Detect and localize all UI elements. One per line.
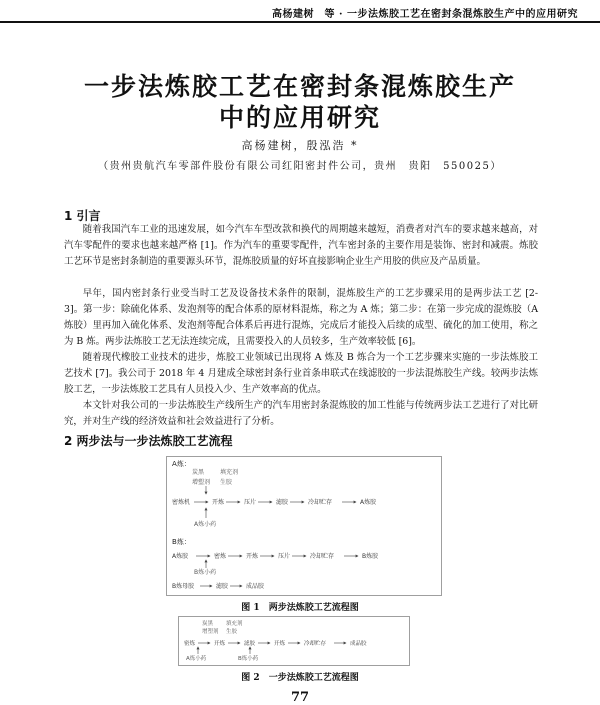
fig2-input: 炭黑 [202, 621, 214, 627]
fig1-b-step: A炼胶 [172, 553, 189, 560]
fig1-b-additive: B炼小药 [194, 569, 217, 576]
fig1-b-lower: 滤胶 [216, 583, 229, 590]
fig2-input: 生胶 [226, 629, 238, 635]
fig1-label-a: A炼： [172, 460, 191, 468]
article-title-line2: 中的应用研究 [218, 103, 381, 132]
section2-heading: 2 两步法与一步法炼胶工艺流程 [64, 434, 233, 448]
affiliation: （贵州贵航汽车零部件股份有限公司红阳密封件公司，贵州 贵阳 550025） [98, 161, 502, 172]
figure1-caption: 图 1 两步法炼胶工艺流程图 [241, 603, 359, 613]
fig1-a-step: 压片 [244, 499, 257, 506]
paragraph: 本文针对我公司的一步法炼胶生产线所生产的汽车用密封条混炼胶的加工性能与传统两步法工艺进行了对比研究，并对生产线的经济效益和社会效益进行了分析。 [64, 400, 538, 427]
fig1-a-input: 填充剂 [220, 469, 239, 476]
fig1-a-step: 冷却贮存 [308, 499, 333, 506]
fig1-b-step: 冷却贮存 [310, 553, 335, 560]
running-header [0, 0, 600, 26]
fig1-a-input: 生胶 [220, 479, 233, 486]
fig1-a-additive: A炼小药 [194, 521, 217, 528]
fig2-additive: B炼小药 [238, 656, 259, 662]
fig1-a-step: A炼胶 [360, 499, 377, 506]
article-title-line1: 一步法炼胶工艺在密封条混炼胶生产 [83, 72, 516, 101]
fig2-step: 冷却贮存 [304, 641, 327, 647]
section1-heading: 1 引言 [64, 209, 101, 223]
fig2-input: 填充剂 [226, 621, 243, 627]
header-rule [0, 21, 600, 23]
fig2-step: 开炼 [274, 641, 286, 647]
page-number: 77 [290, 690, 310, 705]
fig2-step: 成品胶 [350, 641, 367, 647]
fig2-additive: A炼小药 [186, 656, 207, 662]
fig1-b-step: 开炼 [246, 553, 259, 560]
fig1-label-b: B炼： [172, 538, 191, 546]
fig2-step: 密炼 [184, 641, 196, 647]
fig1-a-step: 滤胶 [276, 499, 289, 506]
paragraph: 随着现代橡胶工业技术的进步，炼胶工业领域已出现将 A 炼及 B 炼合为一个工艺步骤来实施的一步法炼胶工艺技术 [7]。我公司于 2018 年 4 月建成全球密封条行业首条串联式在线滤胶的一步法混炼胶生产线。较两步法炼胶工艺，一步法炼胶工艺具有人员投入少、生产效率高的优点。 [64, 352, 538, 395]
fig1-a-input: 增塑剂 [192, 479, 211, 486]
figure1-flowchart [166, 456, 442, 596]
fig2-step: 开炼 [214, 641, 226, 647]
paragraph: 早年，国内密封条行业受当时工艺及设备技术条件的限制，混炼胶生产的工艺步骤采用的是两步法工艺 [2-3]。第一步：除硫化体系、发泡剂等的配合体系的原材料混炼，称之为 A 炼；第二步：在第一步完成的混炼胶（A 炼胶）里再加入硫化体系、发泡剂等配合体系后再进行混炼，完成后才能投入后续的成型、硫化的加工使用，称之为 B 炼。两步法炼胶工艺无法连续完成，且需要投入的人员较多，生产效率较低 [6]。 [64, 288, 538, 347]
authors: 高杨建树，殷泓浩 * [241, 139, 359, 152]
fig1-b-step: B炼胶 [362, 553, 379, 560]
fig2-step: 滤胶 [244, 641, 256, 647]
paragraph: 随着我国汽车工业的迅速发展，如今汽车车型改款和换代的周期越来越短，消费者对汽车的要求越来越高，对汽车零配件的要求也越来越严格 [1]。作为汽车的重要零配件，汽车密封条的主要作用是装饰、密封和减震。炼胶工艺环节是密封条制造的重要源头环节，混炼胶质量的好坏直接影响企业生产用胶的供应及产品质量。 [64, 224, 538, 267]
fig1-b-lower: 成品胶 [246, 583, 265, 590]
fig1-a-step: 密炼机 [172, 499, 191, 506]
fig1-b-lower: B炼母胶 [172, 583, 195, 590]
fig2-input: 增塑剂 [202, 629, 219, 635]
running-header-text: 高杨建树 等 · 一步法炼胶工艺在密封条混炼胶生产中的应用研究 [272, 9, 578, 20]
fig1-b-step: 密炼 [214, 553, 227, 560]
fig1-a-step: 开炼 [212, 499, 225, 506]
fig1-a-input: 炭黑 [192, 469, 205, 476]
figure2-caption: 图 2 一步法炼胶工艺流程图 [241, 673, 359, 683]
figure2-flowchart [178, 616, 410, 666]
fig1-b-step: 压片 [278, 553, 291, 560]
